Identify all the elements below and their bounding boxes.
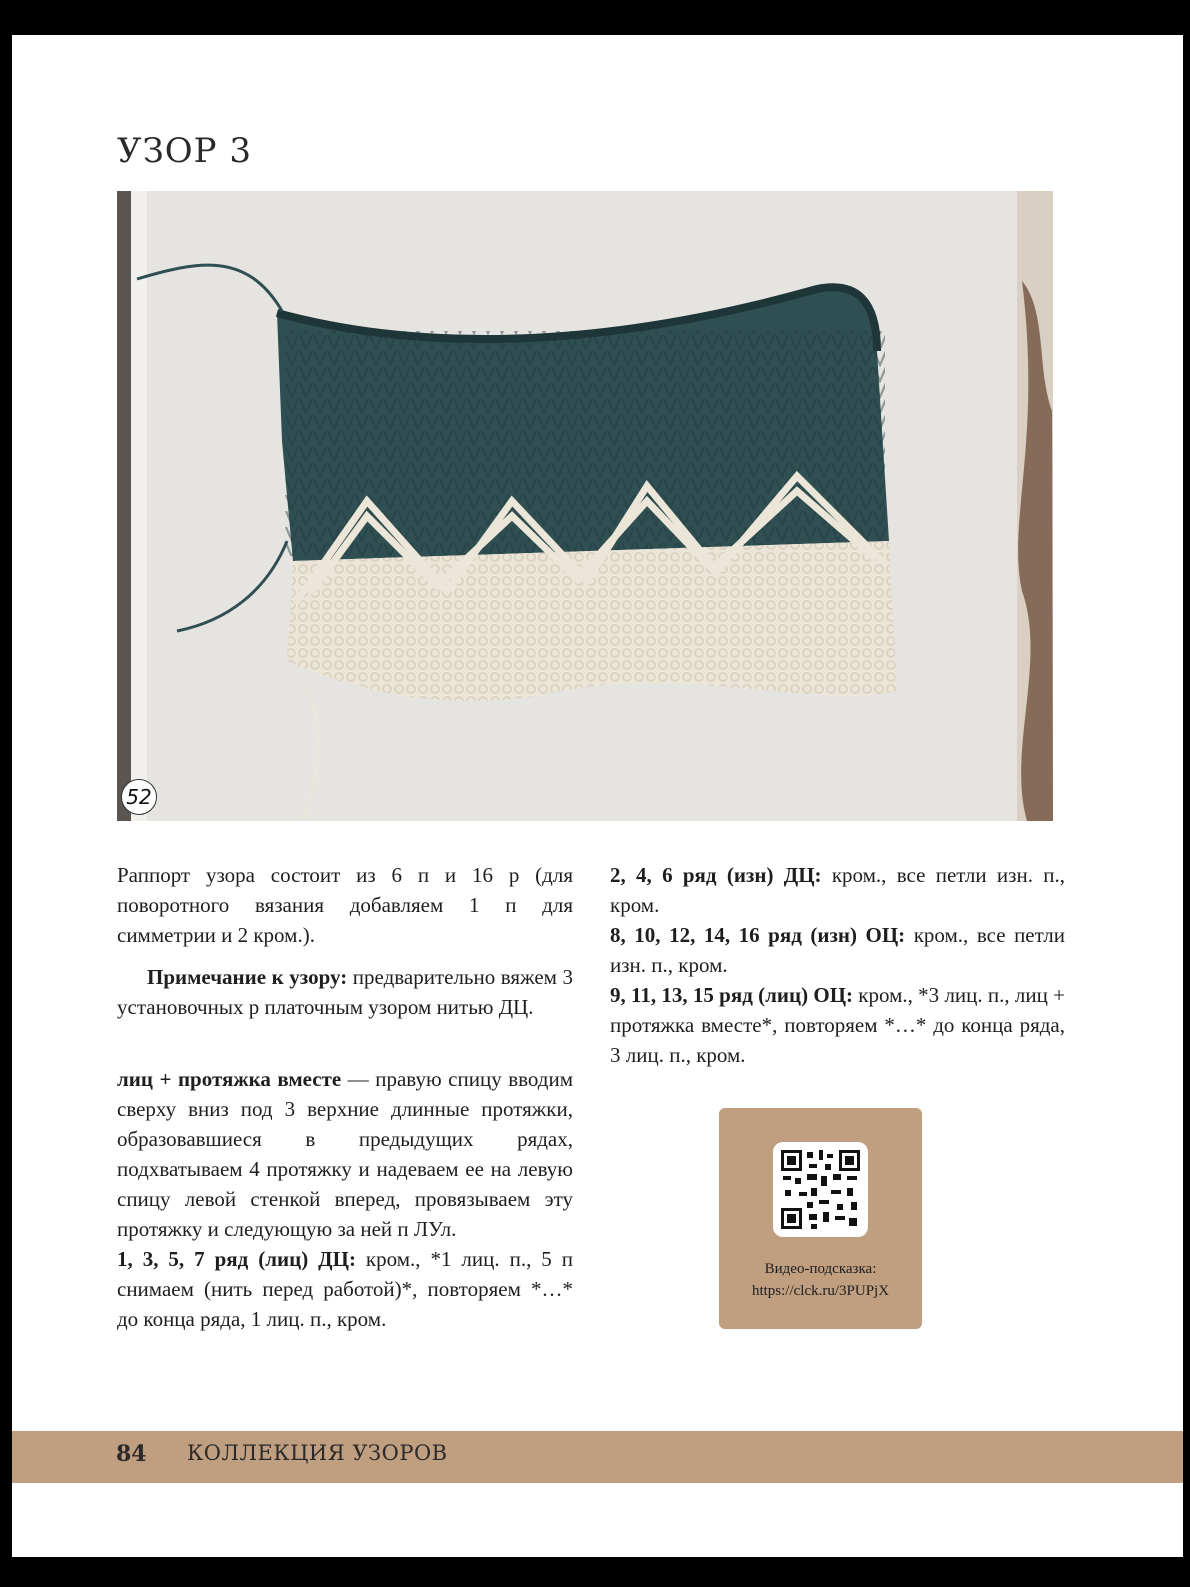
section-title: КОЛЛЕКЦИЯ УЗОРОВ xyxy=(187,1441,448,1465)
book-page xyxy=(12,35,1183,1557)
knitting-illustration xyxy=(117,191,1053,821)
pattern-title: УЗОР 3 xyxy=(117,131,252,171)
video-hint-label: Видео-подсказка: xyxy=(764,1261,877,1277)
note-paragraph xyxy=(117,962,573,1022)
note-text: предварительно вяжем 3 установочных р платочным узором нитью ДЦ. xyxy=(117,965,573,1019)
term-paragraph xyxy=(117,1064,573,1244)
note-label: Примечание к узору: xyxy=(147,965,348,989)
row-instruction-1 xyxy=(117,1244,573,1334)
term-text: — правую спицу вводим сверху вниз под 3 верхние длинные протяжки, образовавшиеся в предыдущих рядах, подхватываем 4 протяжку и надеваем ее на левую спицу левой стенкой вперед, провязываем эту протяжку и следующую за ней п ЛУл. xyxy=(117,1067,573,1241)
row-instruction-3 xyxy=(610,920,1065,980)
left-text-column xyxy=(117,860,573,1334)
row-label-3: 8, 10, 12, 14, 16 ряд (изн) ОЦ: xyxy=(610,923,906,947)
knitted-sample-photo xyxy=(117,191,1053,821)
qr-code-icon xyxy=(781,1150,860,1229)
row-instruction-4 xyxy=(610,980,1065,1070)
term-label: лиц + протяжка вместе xyxy=(117,1067,342,1091)
row-text-3: кром., все петли изн. п., кром. xyxy=(610,923,1065,977)
video-hint-text xyxy=(719,1258,922,1302)
page-number: 84 xyxy=(116,1441,147,1467)
photo-number-badge: 52 xyxy=(121,779,157,815)
row-instruction-2 xyxy=(610,860,1065,920)
row-label-1: 1, 3, 5, 7 ряд (лиц) ДЦ: xyxy=(117,1247,356,1271)
row-text-1: кром., *1 лиц. п., 5 п снимаем (нить перед работой)*, повторяем *…* до конца ряда, 1 лиц. п., кром. xyxy=(117,1247,573,1331)
page-footer xyxy=(12,1431,1183,1483)
row-label-2: 2, 4, 6 ряд (изн) ДЦ: xyxy=(610,863,822,887)
row-label-4: 9, 11, 13, 15 ряд (лиц) ОЦ: xyxy=(610,983,854,1007)
row-text-2: кром., все петли изн. п., кром. xyxy=(610,863,1065,917)
qr-code[interactable] xyxy=(773,1142,868,1237)
right-text-column xyxy=(610,860,1065,1070)
video-hint-link[interactable]: https://clck.ru/3PUPjX xyxy=(751,1283,890,1299)
video-hint-card[interactable] xyxy=(719,1108,922,1329)
rapport-paragraph: Раппорт узора состоит из 6 п и 16 р (для поворотного вязания добавляем 1 п для симметрии и 2 кром.). xyxy=(117,863,573,947)
row-text-4: кром., *3 лиц. п., лиц + протяжка вместе*, повторяем *…* до конца ряда, 3 лиц. п., кром. xyxy=(610,983,1065,1067)
